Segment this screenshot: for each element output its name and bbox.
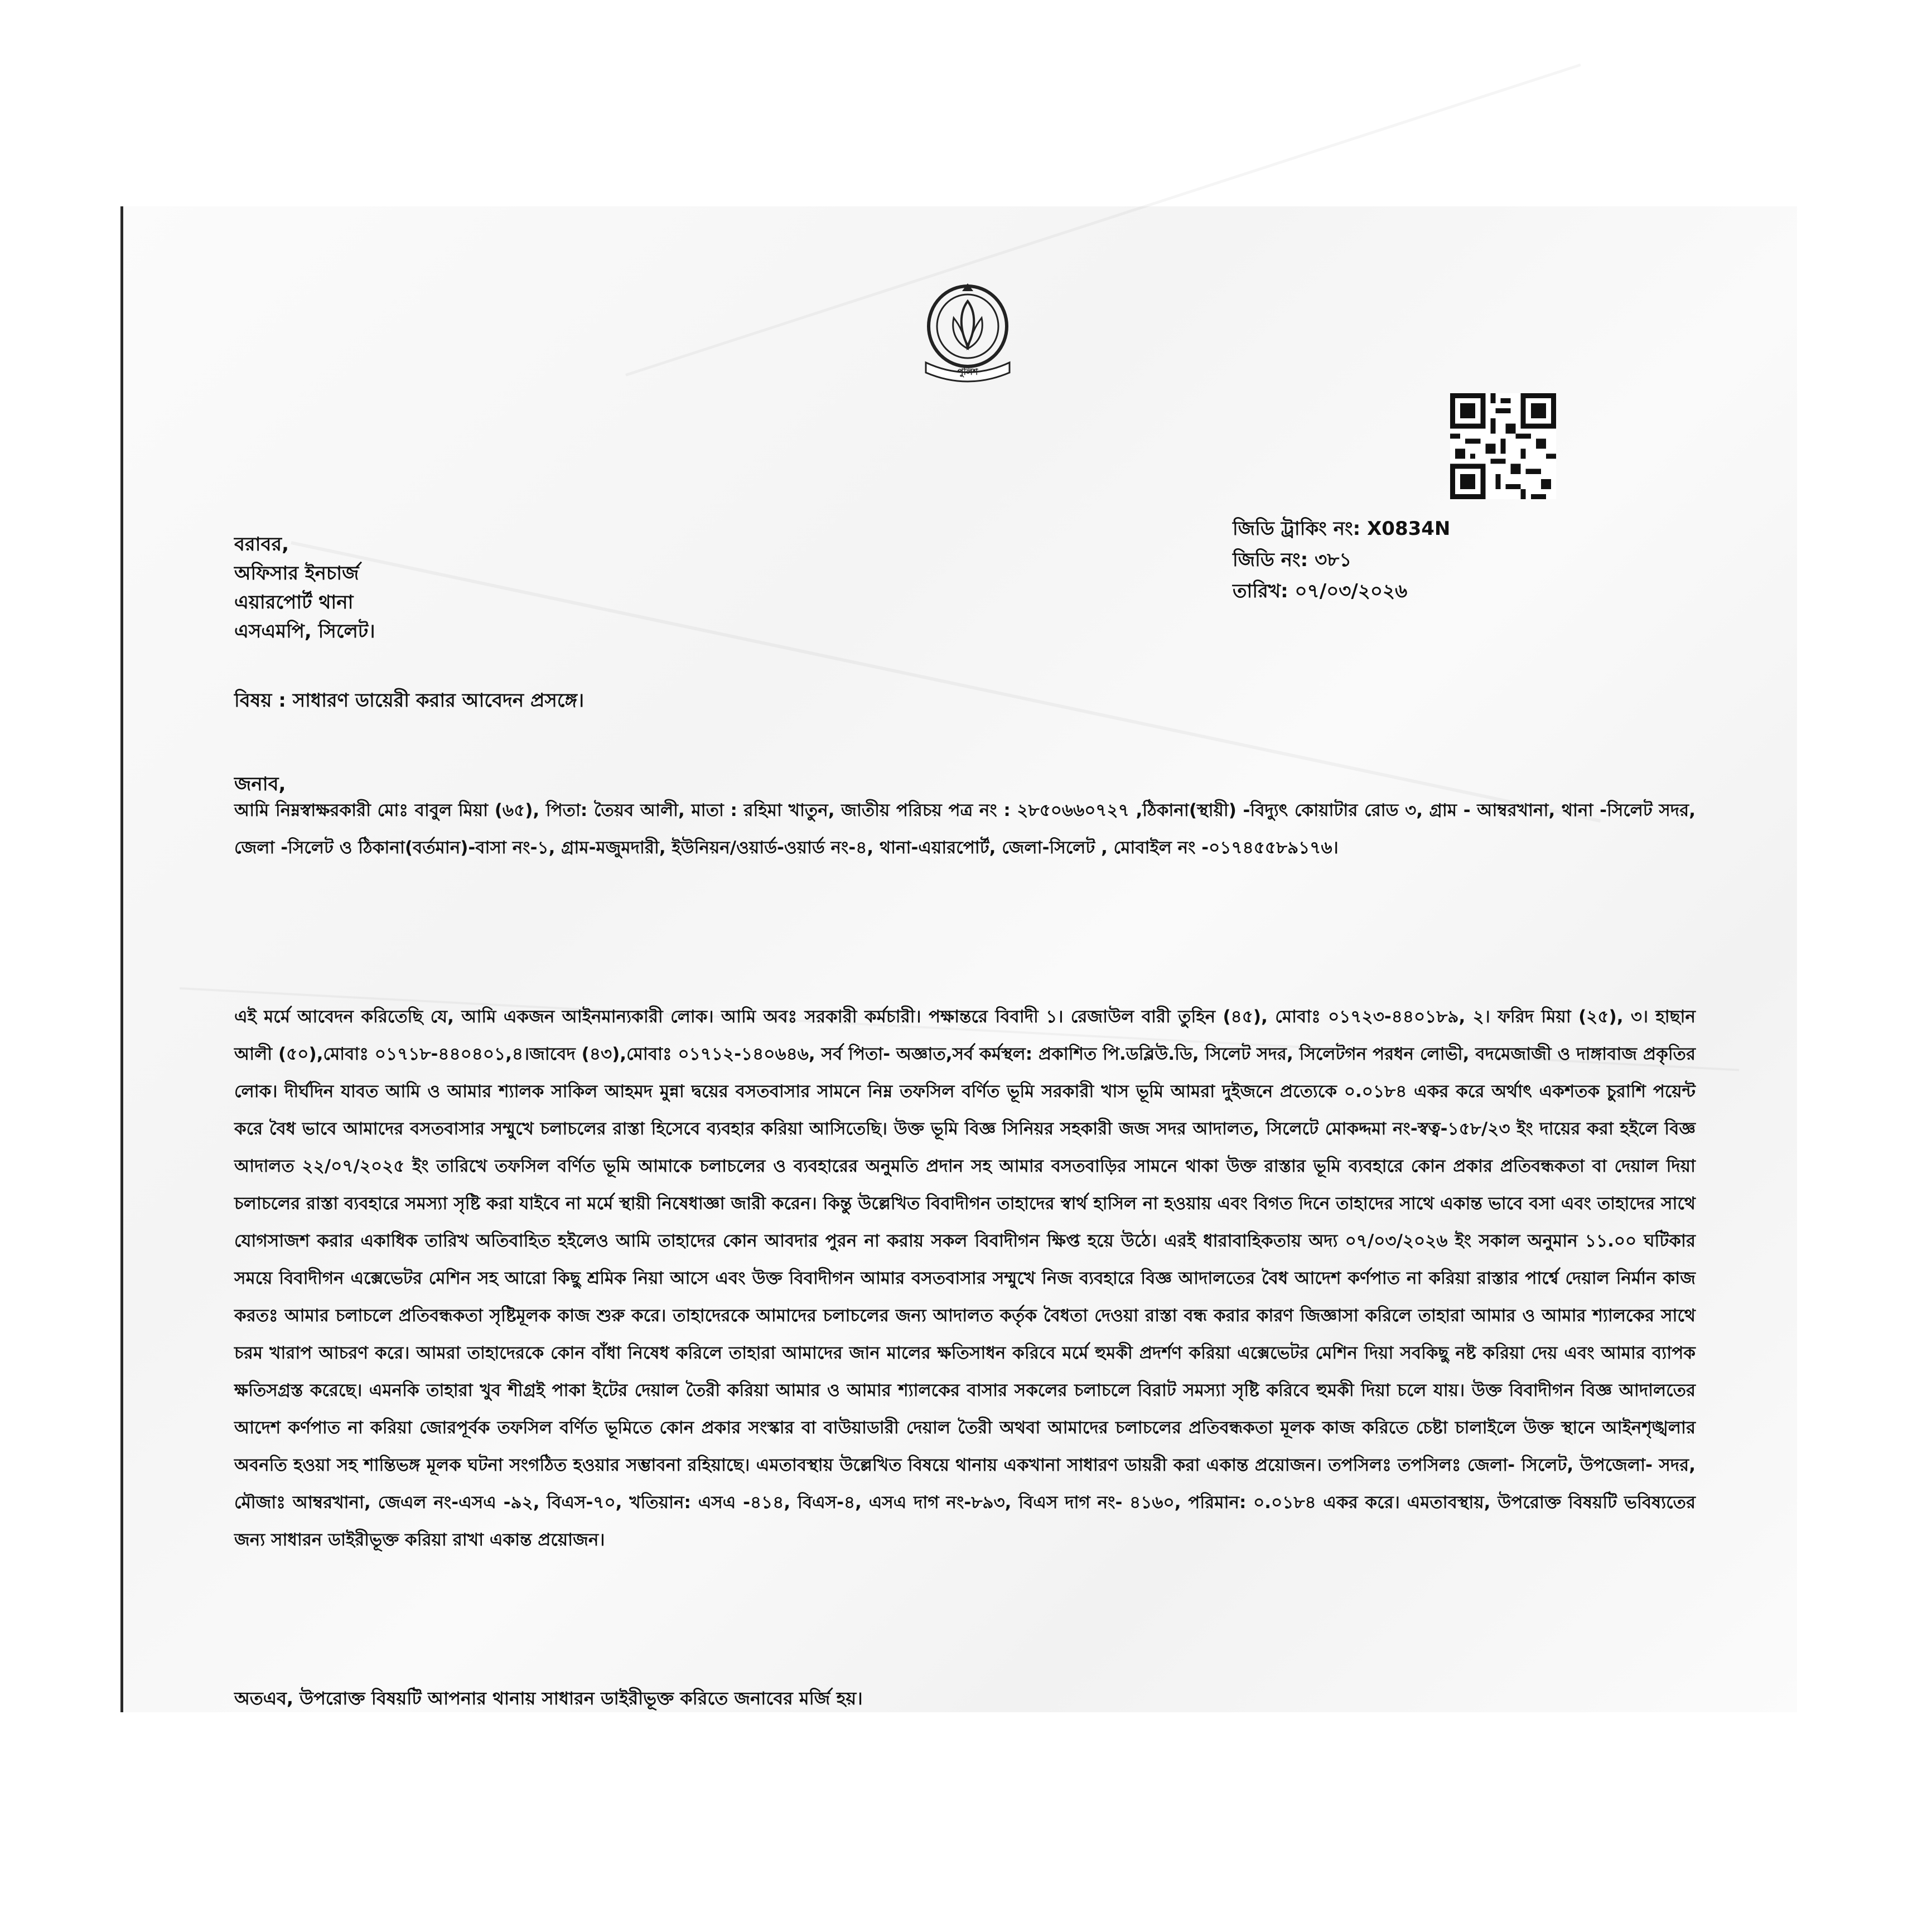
gd-number: জিডি নং: ৩৮১ — [1233, 549, 1352, 571]
svg-text:পুলিশ: পুলিশ — [957, 366, 978, 377]
gd-date: তারিখ: ০৭/০৩/২০২৬ — [1233, 580, 1408, 602]
salutation: জনাব, — [234, 773, 286, 795]
addressee-line: বরাবর, — [234, 533, 289, 556]
addressee-line: অফিসার ইনচার্জ — [234, 562, 359, 585]
subject-line: বিষয় : সাধারণ ডায়েরী করার আবেদন প্রসঙ্গে। — [234, 689, 585, 712]
addressee-line: এয়ারপোর্ট থানা — [234, 591, 354, 614]
gd-tracking-number: জিডি ট্রাকিং নং: X0834N — [1233, 518, 1451, 540]
addressee-line: এসএমপি, সিলেট। — [234, 620, 375, 643]
gd-info-block — [1233, 513, 1450, 607]
police-emblem-icon — [920, 279, 1015, 385]
qr-code-icon — [1450, 390, 1556, 502]
closing-line: অতএব, উপরোক্ত বিষয়টি আপনার থানায় সাধারন ডাইরীভূক্ত করিতে জনাবের মর্জি হয়। — [234, 1688, 863, 1709]
photo-edge — [120, 206, 123, 1712]
body-paragraph: এই মর্মে আবেদন করিতেছি যে, আমি একজন আইনমান্যকারী লোক। আমি অবঃ সরকারী কর্মচারী। পক্ষান্তরে বিবাদী ১। রেজাউল বারী তুহিন (৪৫), মোবাঃ ০১৭২৩-৪৪০১৮৯, ২। ফরিদ মিয়া (২৫), ৩। হাছান আলী (৫০),মোবাঃ ০১৭১৮-৪৪০৪০১,৪।জাবেদ (৪৩),মোবাঃ ০১৭১২-১৪০৬৪৬, সর্ব পিতা- অজ্ঞাত,সর্ব কর্মস্থল: প্রকাশিত পি.ডব্লিউ.ডি, সিলেট সদর, সিলেটগন পরধন লোভী, বদমেজাজী ও দাঙ্গাবাজ প্রকৃতির লোক। দীর্ঘদিন যাবত আমি ও আমার শ্যালক সাকিল আহমদ মুন্না দ্বয়ের বসতবাসার সামনে নিম্ন তফসিল বর্ণিত ভূমি সরকারী খাস ভূমি আমরা দুইজনে প্রত্যেকে ০.০১৮৪ একর করে অর্থাৎ একশতক চুরাশি পয়েন্ট করে বৈধ ভাবে আমাদের বসতবাসার সম্মুখে চলাচলের রাস্তা হিসেবে ব্যবহার করিয়া আসিতেছি। উক্ত ভূমি বিজ্ঞ সিনিয়র সহকারী জজ সদর আদালত, সিলেটে মোকদ্দমা নং-স্বত্ব-১৫৮/২৩ ইং দায়ের করা হইলে বিজ্ঞ আদালত ২২/০৭/২০২৫ ইং তারিখে তফসিল বর্ণিত ভূমি আমাকে চলাচলের ও ব্যবহারের অনুমতি প্রদান সহ আমার বসতবাড়ির সামনে থাকা উক্ত রাস্তার ভূমি ব্যবহারে কোন প্রকার প্রতিবন্ধকতা বা দেয়াল দিয়া চলাচলের রাস্তা ব্যবহারে সমস্যা সৃষ্টি করা যাইবে না মর্মে স্থায়ী নিষেধাজ্ঞা জারী করেন। কিন্তু উল্লেখিত বিবাদীগন তাহাদের স্বার্থ হাসিল না হওয়ায় এবং বিগত দিনে তাহাদের সাথে একান্ত ভাবে বসা এবং তাহাদের সাথে যোগসাজশ করার একাধিক তারিখ অতিবাহিত হইলেও আমি তাহাদের কোন আবদার পুরন না করায় সকল বিবাদীগন ক্ষিপ্ত হয়ে উঠে। এরই ধারাবাহিকতায় অদ্য ০৭/০৩/২০২৬ ইং সকাল অনুমান ১১.০০ ঘটিকার সময়ে বিবাদীগন এক্সেভেটর মেশিন সহ আরো কিছু শ্রমিক নিয়া আসে এবং উক্ত বিবাদীগন আমার বসতবাসার সম্মুখে নিজ ব্যবহারে বিজ্ঞ আদালতের বৈধ আদেশ কর্ণপাত না করিয়া রাস্তার পার্শ্বে দেয়াল নির্মান কাজ করতঃ আমার চলাচলে প্রতিবন্ধকতা সৃষ্টিমূলক কাজ শুরু করে। তাহাদেরকে আমাদের চলাচলের জন্য আদালত কর্তৃক বৈধতা দেওয়া রাস্তা বন্ধ করার কারণ জিজ্ঞাসা করিলে তাহারা আমার ও আমার শ্যালকের সাথে চরম খারাপ আচরণ করে। আমরা তাহাদেরকে কোন বাঁধা নিষেধ করিলে তাহারা আমাদের জান মালের ক্ষতিসাধন করিবে মর্মে হুমকী প্রদর্শণ করিয়া এক্সেভেটর মেশিন দিয়া সবকিছু নষ্ট করিয়া দেয় এবং আমার ব্যাপক ক্ষতিসগ্রস্ত করেছে। এমনকি তাহারা খুব শীগ্রই পাকা ইটের দেয়াল তৈরী করিয়া আমার ও আমার শ্যালকের বাসার সকলের চলাচলে বিরাট সমস্যা সৃষ্টি করিবে হুমকী দিয়া চলে যায়। উক্ত বিবাদীগন বিজ্ঞ আদালতের আদেশ কর্ণপাত না করিয়া জোরপূর্বক তফসিল বর্ণিত ভূমিতে কোন প্রকার সংস্কার বা বাউয়াডারী দেয়াল তৈরী অথবা আমাদের চলাচলের প্রতিবন্ধকতা মূলক কাজ করিতে চেষ্টা চালাইলে উক্ত স্থানে আইনশৃঙ্খলার অবনতি হওয়া সহ শান্তিভঙ্গ মূলক ঘটনা সংগঠিত হওয়ার সম্ভাবনা রহিয়াছে। এমতাবস্থায় উল্লেখিত বিষয়ে থানায় একখানা সাধারণ ডায়রী করা একান্ত প্রয়োজন। তপসিলঃ তপসিলঃ জেলা- সিলেট, উপজেলা- সদর, মৌজাঃ আম্বরখানা, জেএল নং-এসএ -৯২, বিএস-৭০, খতিয়ান: এসএ -৪১৪, বিএস-৪, এসএ দাগ নং-৮৯৩, বিএস দাগ নং- ৪১৬০, পরিমান: ০.০১৮৪ একর করে। এমতাবস্থায়, উপরোক্ত বিষয়টি ভবিষ্যতের জন্য সাধারন ডাইরীভূক্ত করিয়া রাখা একান্ত প্রয়োজন। — [234, 1007, 1696, 1550]
addressee-block — [234, 530, 375, 646]
intro-paragraph: আমি নিম্নস্বাক্ষরকারী মোঃ বাবুল মিয়া (৬৫), পিতা: তৈয়ব আলী, মাতা : রহিমা খাতুন, জাতীয় পরিচয় পত্র নং : ২৮৫০৬৬০৭২৭ ,ঠিকানা(স্থায়ী) -বিদ্যুৎ কোয়াটার রোড ৩, গ্রাম - আম্বরখানা, থানা -সিলেট সদর, জেলা -সিলেট ও ঠিকানা(বর্তমান)-বাসা নং-১, গ্রাম-মজুমদারী, ইউনিয়ন/ওয়ার্ড-ওয়ার্ড নং-৪, থানা-এয়ারপোর্ট, জেলা-সিলেট , মোবাইল নং -০১৭৪৫৫৮৯১৭৬। — [234, 800, 1696, 858]
